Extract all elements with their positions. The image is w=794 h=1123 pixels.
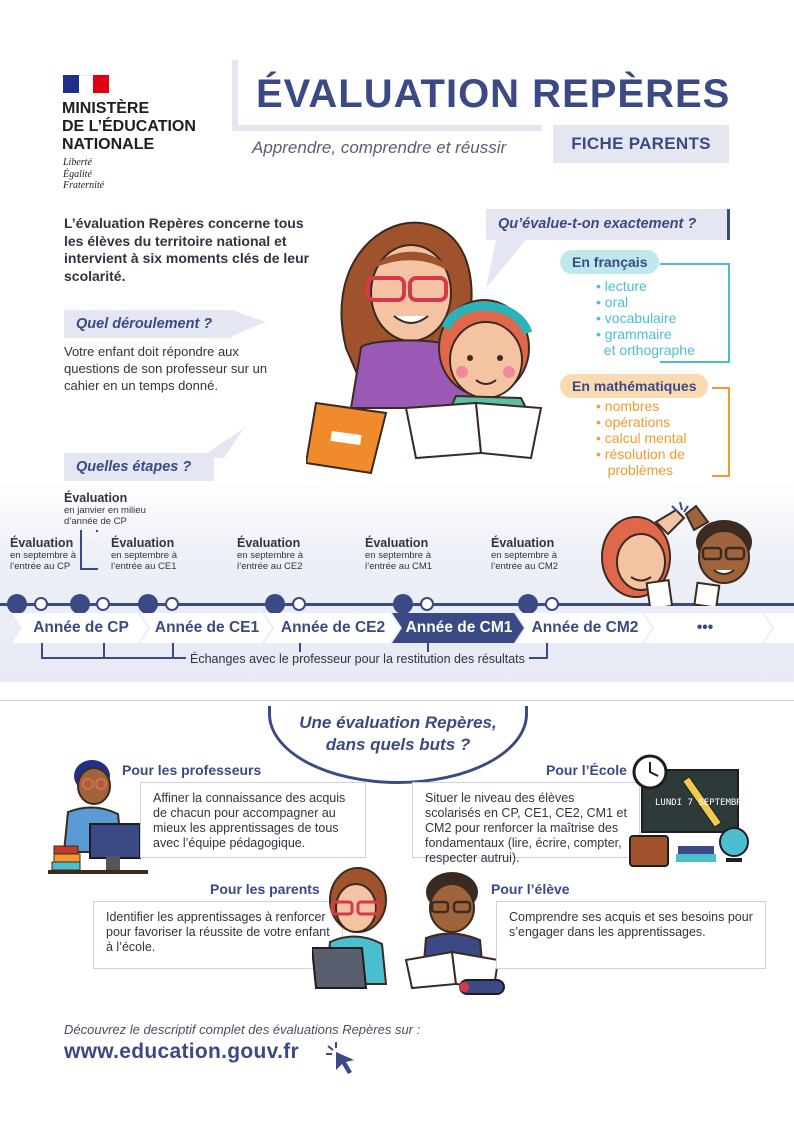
january-connector xyxy=(80,530,98,570)
list-item: • nombres xyxy=(596,398,660,414)
header-frame-vertical xyxy=(232,60,238,130)
maths-bracket xyxy=(712,387,730,477)
timeline-dot-ce1 xyxy=(138,594,158,614)
timeline-dot-restitution xyxy=(420,597,434,611)
eval-label-ce1: Évaluation en septembre à l’entrée au CE1 xyxy=(111,536,178,572)
devise: Liberté Égalité Fraternité xyxy=(63,157,105,191)
page-title: ÉVALUATION REPÈRES xyxy=(256,72,731,116)
etapes-heading: Quelles étapes ? xyxy=(64,453,214,481)
timeline-dot-restitution xyxy=(34,597,48,611)
timeline-dot-cm1 xyxy=(393,594,413,614)
echanges-text: Échanges avec le professeur pour la restitution des résultats xyxy=(186,652,529,666)
cursor-click-icon xyxy=(324,1040,360,1076)
goal-ecole-text: Situer le niveau des élèves scolarisés en CP, CE1, CE2, CM1 et CM2 pour renforcer la maîtrise des fondamentaux (lire, écrire, compter, respecter autrui). xyxy=(412,782,640,858)
list-item: • lecture xyxy=(596,278,647,294)
timeline-dot-restitution xyxy=(96,597,110,611)
fiche-parents-badge: FICHE PARENTS xyxy=(553,125,729,163)
eval-label-cm1: Évaluation en septembre à l’entrée au CM1 xyxy=(365,536,433,572)
year-cp: Année de CP xyxy=(33,619,129,636)
francais-pill: En français xyxy=(560,250,659,274)
speech-tail-icon xyxy=(232,308,266,338)
page-subtitle: Apprendre, comprendre et réussir xyxy=(252,138,507,157)
ministry-name: MINISTÈRE DE L’ÉDUCATION NATIONALE xyxy=(62,100,196,153)
list-item: problèmes xyxy=(607,462,674,478)
maths-list xyxy=(596,398,687,478)
section-divider xyxy=(0,700,794,701)
francais-list xyxy=(596,278,695,358)
intro-text: L’évaluation Repères concerne tous les élèves du territoire national et intervient à six moments clés de leur scolarité. xyxy=(64,215,310,284)
speech-tail-icon xyxy=(200,428,244,458)
school-blackboard-illustration xyxy=(628,754,752,870)
goal-professeurs-text: Affiner la connaissance des acquis de chacun pour accompagner au mieux les apprentissages de tous avec l’équipe pédagogique. xyxy=(140,782,366,858)
republique-flag-logo xyxy=(63,75,109,93)
header-frame-horizontal xyxy=(232,125,542,131)
speech-tail-icon xyxy=(486,240,526,288)
maths-pill: En mathématiques xyxy=(560,374,708,398)
year-cm1: Année de CM1 xyxy=(405,619,513,636)
goal-parents-title: Pour les parents xyxy=(210,881,320,897)
eval-label-ce2: Évaluation en septembre à l’entrée au CE2 xyxy=(237,536,304,572)
list-item: • opérations xyxy=(596,414,671,430)
list-item: • grammaire xyxy=(596,326,672,342)
kids-high-five-illustration xyxy=(596,502,756,606)
timeline-dot-cp-january xyxy=(70,594,90,614)
list-item: et orthographe xyxy=(603,342,695,358)
timeline-dot-restitution xyxy=(545,597,559,611)
eval-label-cp-september: Évaluation en septembre à l’entrée au CP xyxy=(10,536,77,572)
timeline-dot-cp-september xyxy=(7,594,27,614)
eval-label-cm2: Évaluation en septembre à l’entrée au CM2 xyxy=(491,536,559,572)
education-website-link[interactable]: www.education.gouv.fr xyxy=(64,1040,299,1063)
connector-tick xyxy=(96,530,98,532)
parent-laptop-illustration xyxy=(312,864,394,996)
list-item: • vocabulaire xyxy=(596,310,677,326)
bracket-tick xyxy=(103,643,105,659)
footer-intro: Découvrez le descriptif complet des évaluations Repères sur : xyxy=(64,1022,421,1037)
deroulement-text: Votre enfant doit répondre aux questions de son professeur sur un cahier en un temps donné. xyxy=(64,344,268,393)
blackboard-date: LUNDI 7 SEPTEMBRE xyxy=(655,798,748,808)
goals-heading: Une évaluation Repères, dans quels buts ? xyxy=(299,713,497,754)
goal-professeurs-title: Pour les professeurs xyxy=(122,762,262,778)
timeline-dot-restitution xyxy=(165,597,179,611)
deroulement-heading: Quel déroulement ? xyxy=(64,310,232,338)
year-ce1: Année de CE1 xyxy=(154,619,260,636)
list-item: • résolution de xyxy=(596,446,685,462)
evalue-heading: Qu’évalue-t-on exactement ? xyxy=(486,209,730,240)
goal-eleve-text: Comprendre ses acquis et ses besoins pour s’engager dans les apprentissages. xyxy=(496,901,766,969)
goal-ecole-title: Pour l’École xyxy=(546,762,627,778)
timeline-dot-restitution xyxy=(292,597,306,611)
year-ce2: Année de CE2 xyxy=(280,619,386,636)
year-cm2: Année de CM2 xyxy=(531,619,639,636)
goal-eleve-title: Pour l’élève xyxy=(491,881,570,897)
eval-label-cp-january: Évaluation en janvier en milieu d’année de CP xyxy=(64,491,146,527)
list-item: • oral xyxy=(596,294,629,310)
year-more: ••• xyxy=(696,619,714,636)
timeline-dot-cm2 xyxy=(518,594,538,614)
goal-parents-text: Identifier les apprentissages à renforcer pour favoriser la réussite de votre enfant à l’école. xyxy=(93,901,343,969)
bracket-tick xyxy=(172,643,174,659)
timeline-dot-ce2 xyxy=(265,594,285,614)
list-item: • calcul mental xyxy=(596,430,687,446)
